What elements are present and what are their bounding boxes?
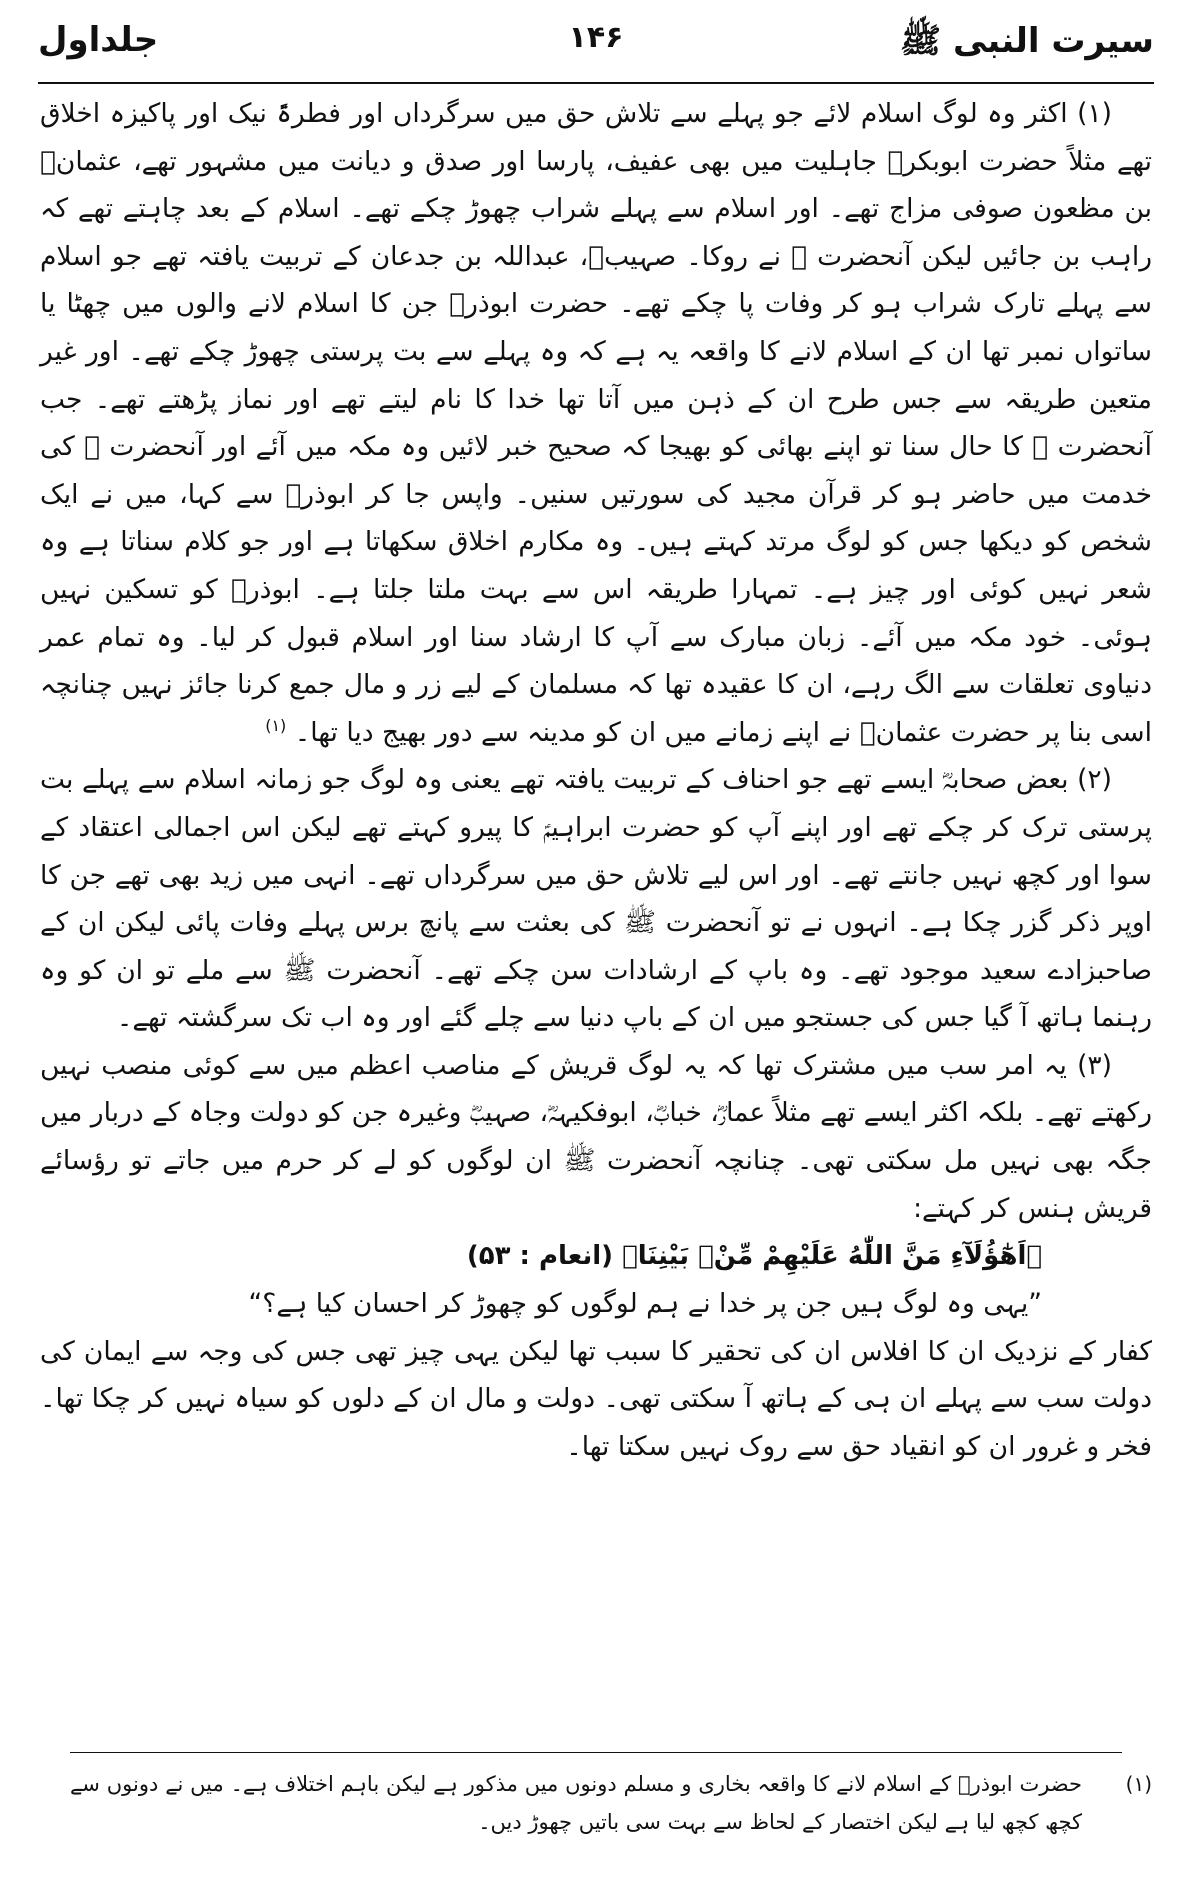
verse-translation: ”یہی وہ لوگ ہیں جن پر خدا نے ہم لوگوں کو چھوڑ کر احسان کیا ہے؟“: [248, 1288, 1042, 1320]
paragraph-1: [40, 90, 1152, 756]
paragraph-3: (۳) یہ امر سب میں مشترک تھا کہ یہ لوگ قریش کے مناصب اعظم میں سے کوئی منصب نہیں رکھتے تھے۔ بلکہ اکثر ایسے تھے مثلاً عمارؓ، خبابؓ، ابوفکیہہؓ، صہیبؓ وغیرہ جن کو دولت وجاہ کے دربار میں جگہ بھی نہیں مل سکتی تھی۔ چنانچہ آنحضرت ﷺ ان لوگوں کو لے کر حرم میں جاتے تو رؤسائے قریش ہنس کر کہتے:: [39, 1049, 1152, 1224]
footnote-divider: [70, 1752, 1122, 1753]
closing-paragraph: کفار کے نزدیک ان کا افلاس ان کی تحقیر کا سبب تھا لیکن یہی چیز تھی جس کی وجہ سے ایمان کی دولت سب سے پہلے ان ہی کے ہاتھ آ سکتی تھی۔ دولت و مال ان کے دلوں کو سیاہ نہیں کر چکا تھا۔ فخر و غرور ان کو انقیاد حق سے روک نہیں سکتا تھا۔: [40, 1335, 1152, 1463]
footnote-number: (۱): [1125, 1772, 1152, 1796]
volume-label: جلداول: [38, 20, 159, 60]
quran-verse: ﴿اَهٰٓؤُلَآءِ مَنَّ اللّٰهُ عَلَيْهِمْ مِّنْۢ بَيْنِنَا﴾ (انعام : ۵۳): [466, 1241, 1042, 1272]
page-header: [38, 20, 1154, 80]
paragraph-1-text: (۱) اکثر وہ لوگ اسلام لائے جو پہلے سے تلاش حق میں سرگرداں اور فطرۃً نیک اور پاکیزہ اخلاق تھے مثلاً حضرت ابوبکرؓ جاہلیت میں بھی عفیف، پارسا اور صدق و دیانت میں مشہور تھے، عثمانؓ بن مظعون صوفی مزاج تھے۔ اور اسلام سے پہلے شراب چھوڑ چکے تھے۔ اسلام کے بعد چاہتے تھے کہ راہب بن جائیں لیکن آنحضرت ﷺ نے روکا۔ صہیبؓ، عبداللہ بن جدعان کے تربیت یافتہ تھے جو اسلام سے پہلے تارک شراب ہو کر وفات پا چکے تھے۔ حضرت ابوذرؓ جن کا اسلام لانے والوں میں چھٹا یا ساتواں نمبر تھا ان کے اسلام لانے کا واقعہ یہ ہے کہ وہ پہلے سے بت پرستی چھوڑ چکے تھے۔ اور غیر متعین طریقہ سے جس طرح ان کے ذہن میں آتا تھا خدا کا نام لیتے تھے اور نماز پڑھتے تھے۔ جب آنحضرت ﷺ کا حال سنا تو اپنے بھائی کو بھیجا کہ صحیح خبر لائیں وہ مکہ میں آئے اور آنحضرت ﷺ کی خدمت میں حاضر ہو کر قرآن مجید کی سورتیں سنیں۔ واپس جا کر ابوذرؓ سے کہا، میں نے ایک شخص کو دیکھا جس کو لوگ مرتد کہتے ہیں۔ وہ مکارم اخلاق سکھاتا ہے اور جو کلام سناتا ہے وہ شعر نہیں کوئی اور چیز ہے۔ تمہارا طریقہ اس سے بہت ملتا جلتا ہے۔ ابوذرؓ کو تسکین نہیں ہوئی۔ خود مکہ میں آئے۔ زبان مبارک سے آپ کا ارشاد سنا اور اسلام قبول کر لیا۔ وہ تمام عمر دنیاوی تعلقات سے الگ رہے، ان کا عقیدہ تھا کہ مسلمان کے لیے زر و مال جمع کرنا جائز نہیں چنانچہ اسی بنا پر حضرت عثمانؓ نے اپنے زمانے میں ان کو مدینہ سے دور بھیج دیا تھا۔: [40, 98, 1152, 748]
footnote: [70, 1765, 1152, 1841]
paragraph-2: (۲) بعض صحابہؓ ایسے تھے جو احناف کے تربیت یافتہ تھے یعنی وہ لوگ جو زمانہ اسلام سے پہلے بت پرستی ترک کر چکے تھے اور اپنے آپ کو حضرت ابراہیمؑ کا پیرو کہتے تھے لیکن اس اجمالی اعتقاد کے سوا اور کچھ نہیں جانتے تھے۔ اور اس لیے تلاش حق میں سرگرداں تھے۔ انہی میں زید بھی تھے جن کا اوپر ذکر گزر چکا ہے۔ انہوں نے تو آنحضرت ﷺ کی بعثت سے پانچ برس پہلے وفات پائی لیکن ان کے صاحبزادے سعید موجود تھے۔ وہ باپ کے ارشادات سن چکے تھے۔ آنحضرت ﷺ سے ملے تو ان کو وہ رہنما ہاتھ آ گیا جس کی جستجو میں ان کے باپ دنیا سے چلے گئے اور وہ اب تک سرگشتہ تھے۔: [40, 764, 1152, 1034]
book-title: سیرت النبی ﷺ: [900, 21, 1154, 61]
page-number: ۱۴۶: [568, 20, 624, 55]
footnote-text: حضرت ابوذرؓ کے اسلام لانے کا واقعہ بخاری و مسلم دونوں میں مذکور ہے لیکن باہم اختلاف ہے۔ میں نے دونوں سے کچھ کچھ لیا ہے لیکن اختصار کے لحاظ سے بہت سی باتیں چھوڑ دیں۔: [70, 1772, 1082, 1834]
header-divider: [38, 82, 1154, 84]
footnote-reference: (۱): [265, 715, 287, 735]
page-body: [40, 90, 1152, 1471]
